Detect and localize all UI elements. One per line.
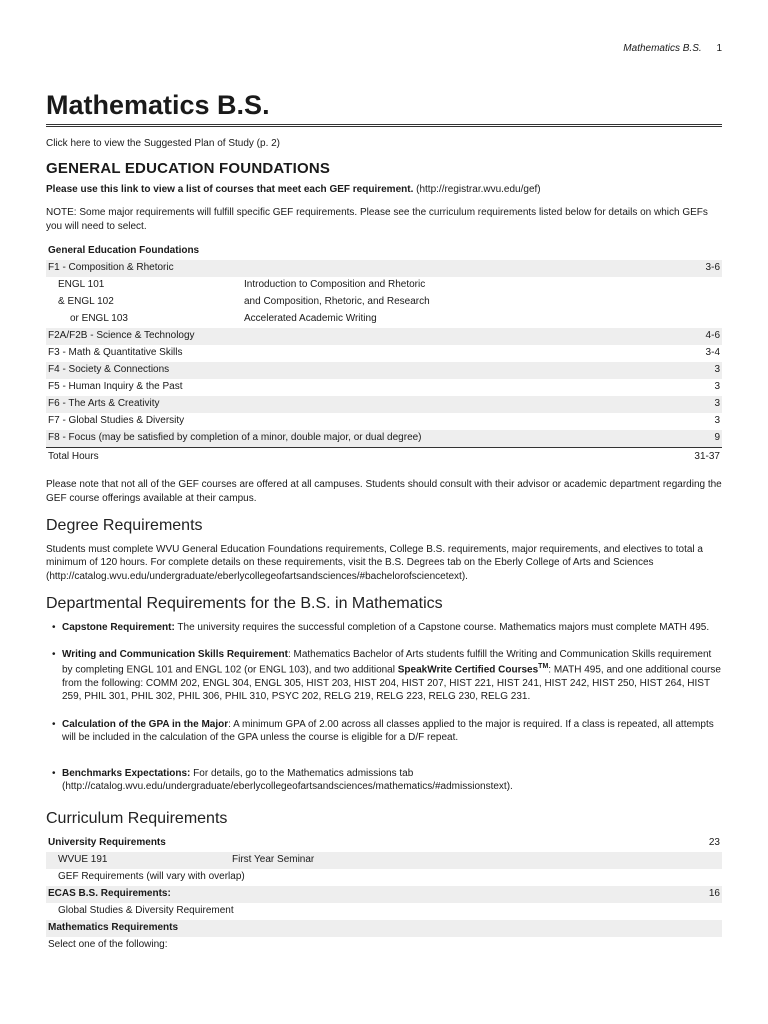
gef-row-hours: 9 — [657, 430, 722, 448]
table-row — [46, 903, 722, 920]
gef-row-f5 — [46, 379, 722, 396]
speakwrite-label: SpeakWrite Certified Courses — [397, 664, 539, 676]
course-code[interactable]: or ENGL 103 — [70, 313, 128, 325]
gef-row-label: F6 - The Arts & Creativity — [46, 396, 657, 413]
page-number: 1 — [716, 43, 722, 54]
dept-requirements-list — [46, 621, 722, 794]
table-row — [46, 835, 722, 852]
gpa-text: : A minimum GPA of 2.00 across all classes applied to the major is required. If a class is repeated, all attempts will be included in the calculation of the GPA unless the course is eligible for a D/F repeat. — [62, 718, 714, 744]
gef-row-hours: 3 — [714, 415, 720, 427]
gef-row-label: F3 - Math & Quantitative Skills — [48, 347, 183, 359]
gef-row-f4 — [46, 362, 722, 379]
course-code[interactable]: & ENGL 102 — [58, 296, 114, 308]
ecas-label: ECAS B.S. Requirements: — [46, 886, 649, 903]
math-label: Mathematics Requirements — [46, 920, 722, 937]
bullet-icon: • — [52, 767, 56, 779]
table-row — [46, 869, 722, 886]
campus-note: Please note that not all of the GEF courses are offered at all campuses. Students should consult with their advisor or academic department regarding the GEF course offerings available at their campus. — [46, 479, 722, 504]
gef-row-f7 — [46, 413, 722, 430]
running-header — [623, 42, 722, 56]
capstone-label: Capstone Requirement: — [62, 621, 175, 633]
list-item-gpa — [52, 718, 722, 745]
gef-row-hours: 3 — [657, 396, 722, 413]
table-row — [46, 852, 722, 869]
gpa-label: Calculation of the GPA in the Major — [62, 718, 229, 730]
list-item-capstone — [52, 621, 722, 635]
course-title: Introduction to Composition and Rhetoric — [244, 279, 426, 291]
course-title: and Composition, Rhetoric, and Research — [244, 296, 430, 308]
gef-row-f1 — [46, 260, 722, 277]
bullet-icon: • — [52, 621, 56, 633]
table-row — [46, 920, 722, 937]
gef-row-label: F7 - Global Studies & Diversity — [48, 415, 185, 427]
gef-heading: GENERAL EDUCATION FOUNDATIONS — [46, 159, 331, 177]
gef-row-hours: 3-4 — [705, 347, 720, 359]
gef-row-f3 — [46, 345, 722, 362]
total-label: Total Hours — [46, 448, 657, 467]
gef-requirements: GEF Requirements (will vary with overlap) — [58, 871, 245, 883]
course-code[interactable]: ENGL 101 — [58, 279, 105, 291]
table-row — [46, 937, 722, 954]
total-hours: 31-37 — [657, 448, 722, 467]
degree-heading: Degree Requirements — [46, 517, 203, 535]
gef-row-label: F2A/F2B - Science & Technology — [46, 328, 657, 345]
gef-link-url: (http://registrar.wvu.edu/gef) — [416, 183, 541, 195]
gef-row-f8 — [46, 430, 722, 448]
gef-link[interactable]: Please use this link to view a list of courses that meet each GEF requirement. — [46, 183, 414, 195]
gef-row-hours: 4-6 — [657, 328, 722, 345]
gef-row-hours: 3-6 — [657, 260, 722, 277]
writing-label: Writing and Communication Skills Requirement — [62, 649, 288, 661]
degree-text: Students must complete WVU General Education Foundations requirements, College B.S. requirements, major requirements, and electives to total a minimum of 120 hours. For complete details on these requirements, visit the B.S. Degrees tab on the Eberly College of Arts and Sciences (http://catalog.wvu.edu/undergraduate/eberlycollegeofartsandsciences/#bachelorofsciencetext). — [46, 543, 703, 582]
course-row-engl101 — [46, 277, 722, 294]
bullet-icon: • — [52, 718, 56, 730]
course-title: First Year Seminar — [230, 852, 649, 869]
gef-link-paragraph — [46, 183, 722, 197]
gef-total-row — [46, 448, 722, 467]
univ-hours: 23 — [708, 837, 720, 849]
trademark: TM — [538, 662, 549, 670]
table-row — [46, 886, 722, 903]
plan-of-study-link[interactable]: Click here to view the Suggested Plan of Study (p. 2) — [46, 138, 281, 149]
univ-label: University Requirements — [48, 837, 166, 849]
ecas-hours: 16 — [649, 886, 722, 903]
bullet-icon: • — [52, 649, 56, 661]
gef-row-label: F5 - Human Inquiry & the Past — [48, 381, 183, 393]
dept-heading: Departmental Requirements for the B.S. in Mathematics — [46, 595, 443, 613]
course-row-engl102 — [46, 294, 722, 311]
gef-row-label: F8 - Focus (may be satisfied by completion of a minor, double major, or dual degree) — [46, 430, 657, 448]
title-rule — [46, 124, 722, 127]
list-item-writing — [52, 648, 722, 703]
writing-text-a: : Mathematics Bachelor of Arts students fulfill the Writing and Communication Skills requirement by completing ENGL 101 and ENGL 102 (or ENGL 103), and two additional — [62, 649, 712, 676]
gef-table — [46, 243, 722, 466]
curriculum-heading: Curriculum Requirements — [46, 809, 228, 827]
running-header-title: Mathematics B.S. — [623, 43, 702, 54]
writing-text-b: : MATH 495, and one additional course from the following: COMM 202, ENGL 304, ENGL 305, HIST 203, HIST 204, HIST 207, HIST 221, HIST 241, HIST 242, HIST 250, HIST 264, HIST 259, PHIL 301, PHIL 302, PHIL 306, PHIL 310, PSYC 202, RELG 219, RELG 223, RELG 230, RELG 231. — [62, 664, 721, 703]
gef-row-f6 — [46, 396, 722, 413]
course-row-engl103 — [46, 311, 722, 328]
main-content — [46, 88, 722, 954]
gef-row-hours: 3 — [714, 381, 720, 393]
gef-row-f2 — [46, 328, 722, 345]
select-one: Select one of the following: — [48, 939, 168, 951]
gef-row-label: F1 - Composition & Rhetoric — [46, 260, 657, 277]
course-code[interactable]: WVUE 191 — [46, 852, 230, 869]
gef-row-hours: 3 — [657, 362, 722, 379]
gef-note: NOTE: Some major requirements will fulfill specific GEF requirements. Please see the curriculum requirements listed below for details on which GEFs you will need to select. — [46, 207, 708, 232]
gef-table-title: General Education Foundations — [48, 245, 200, 257]
list-item-benchmarks — [52, 767, 722, 794]
benchmarks-label: Benchmarks Expectations: — [62, 767, 191, 779]
table-header-row — [46, 243, 722, 260]
capstone-text: The university requires the successful completion of a Capstone course. Mathematics majors must complete MATH 495. — [174, 621, 710, 633]
course-title: Accelerated Academic Writing — [244, 313, 377, 325]
gef-row-label: F4 - Society & Connections — [46, 362, 657, 379]
page-title: Mathematics B.S. — [46, 90, 270, 120]
global-studies-req: Global Studies & Diversity Requirement — [58, 905, 234, 917]
benchmarks-text[interactable]: For details, go to the Mathematics admissions tab (http://catalog.wvu.edu/undergraduate/eberlycollegeofartsandsciences/mathematics/#admissionstext). — [62, 767, 513, 793]
curriculum-table — [46, 835, 722, 954]
